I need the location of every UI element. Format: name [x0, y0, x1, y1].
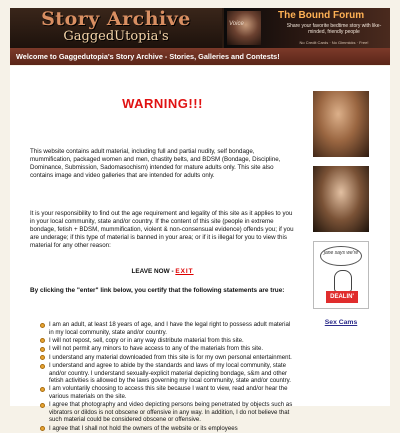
banner-title: The Bound Forum	[278, 10, 365, 21]
list-item	[40, 345, 295, 353]
leave-now-text: LEAVE NOW -	[131, 268, 176, 275]
site-header	[10, 8, 390, 48]
list-item	[40, 321, 295, 336]
banner-voice-text: Voice	[229, 21, 244, 27]
bullet-icon	[40, 387, 45, 392]
statement-text: I am voluntarily choosing to access this site because I want to view, read and/or hear the various materials on the site.	[49, 385, 288, 400]
list-item	[40, 425, 295, 433]
statement-text: I understand and agree to abide by the standards and laws of my local community, state and/or country. I understand sexually-explicit material depicting bondage, s&m and other fetish activities is allowed by the laws governing my local community, state and/or country.	[49, 362, 291, 385]
responsibility-paragraph: It is your responsibility to find out the age requirement and legality of this site as it applies to you in your local community, state and/or country. If the content of this site (people in extreme bondage, fetish + BDSM, mummification, violent & non-consensual evidence) offends you; if you are underage; if this type of material is banned in your area; or if it is illegal for you to view this material for any other reason:	[30, 210, 294, 249]
ad-image-woman-portrait[interactable]	[313, 91, 369, 157]
adult-content-paragraph: This website contains adult material, including full and partial nudity, self bondage, mummification, packaged women and men, chastity belts, and BDSM (Bondage, Discipline, Dominance, Submission, Sadomasochism) intended for mature adults only. This site also contains image and video galleries that are intended for adults only.	[30, 148, 281, 179]
banner-fine-print: No Credit Cards · No Gimmicks · Free!	[299, 40, 369, 45]
sex-cams-link[interactable]: Sex Cams	[324, 319, 358, 326]
speech-bubble: jane says we're	[320, 246, 362, 266]
main-panel	[10, 66, 390, 432]
jane-sign: DEALIN'	[326, 291, 358, 303]
leave-now-line	[30, 268, 295, 275]
warning-title: WARNING!!!	[122, 96, 203, 111]
list-item	[40, 354, 295, 362]
statement-text: I understand any material downloaded from this site is for my own personal entertainment.	[49, 353, 292, 361]
bullet-icon	[40, 426, 45, 431]
exit-link[interactable]: EXIT	[175, 268, 194, 275]
bullet-icon	[40, 323, 45, 328]
bullet-icon	[40, 364, 45, 369]
list-item	[40, 337, 295, 345]
bullet-icon	[40, 338, 45, 343]
banner-tagline: Share your favorite bedtime story with like-minded, friendly people	[286, 23, 382, 35]
logo-title: Story Archive	[41, 8, 191, 30]
bullet-icon	[40, 355, 45, 360]
certify-heading: By clicking the "enter" link below, you certify that the following statements are true:	[30, 287, 285, 294]
bullet-icon	[40, 347, 45, 352]
statement-text: I agree that photography and video depicting persons being penetrated by objects such as vibrators or dildos is not obscene or offensive in any way. In addition, I do not believe that such material could be considered obscene or offensive.	[49, 401, 293, 424]
bound-forum-banner[interactable]	[224, 8, 390, 48]
statement-text: I am an adult, at least 18 years of age, and I have the legal right to possess adult material in my local community, state and/or country.	[49, 321, 291, 336]
statement-text: I agree that I shall not hold the owners of the website or its employees	[49, 424, 238, 432]
jane-says-ad[interactable]	[313, 241, 369, 309]
statement-text: I will not permit any minors to have access to any of the materials from this site.	[49, 345, 264, 353]
site-logo[interactable]	[10, 8, 222, 48]
logo-subtitle: GaggedUtopia's	[63, 29, 169, 44]
cartoon-figure-icon	[334, 270, 352, 292]
ad-image-bound-model[interactable]	[313, 166, 369, 232]
bullet-icon	[40, 403, 45, 408]
list-item	[40, 385, 295, 400]
statement-text: I will not repost, sell, copy or in any way distribute material from this site.	[49, 336, 244, 344]
list-item	[40, 362, 295, 385]
statements-list	[40, 321, 295, 433]
banner-portrait-image	[227, 11, 261, 45]
welcome-bar: Welcome to Gaggedutopia's Story Archive - Stories, Galleries and Contests!	[10, 48, 390, 65]
list-item	[40, 401, 295, 424]
